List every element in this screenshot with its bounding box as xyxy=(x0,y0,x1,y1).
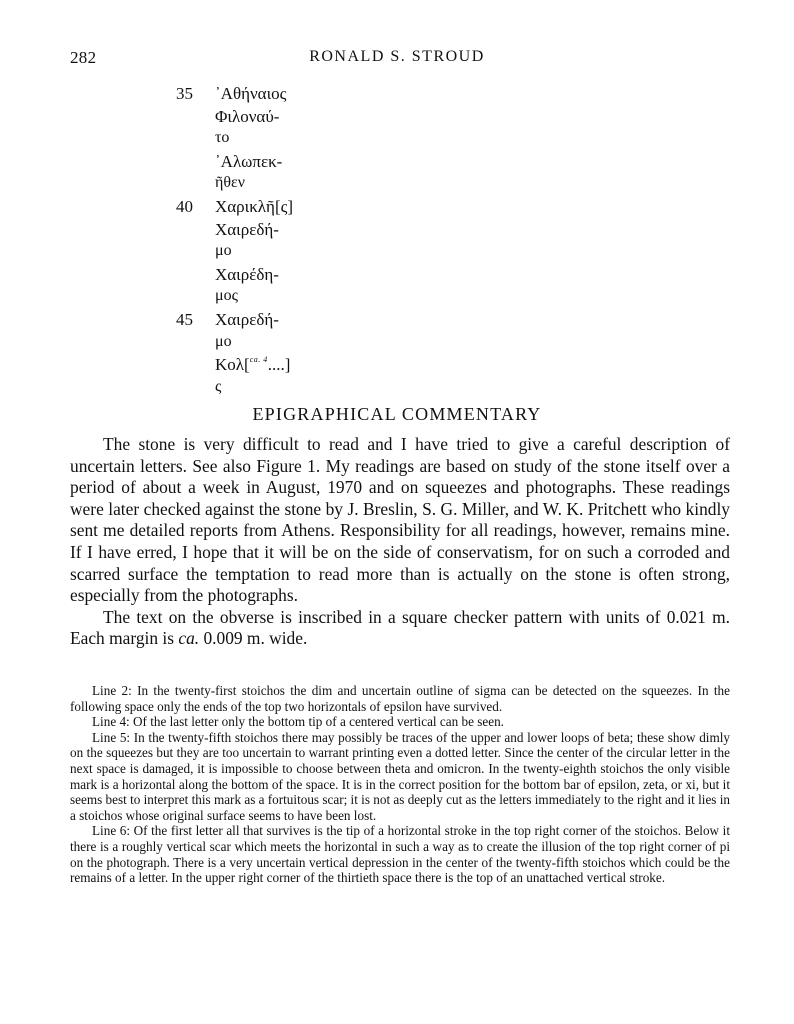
obverse-text-start: The text on the obverse is inscribed in a square checker pattern with units of 0.021 m. Each margin is xyxy=(70,606,730,649)
line-text: μος xyxy=(215,287,238,305)
inscription-line xyxy=(176,129,496,152)
inscription-line xyxy=(176,310,496,333)
note-paragraph: Line 5: In the twenty-fifth stoichos there may possibly be traces of the upper and lower loops of beta; these show dimly on the squeezes but they are too uncertain to warrant printing even a dotted letter. Since the center of the circular letter in the next space is damaged, it is impossible to choose between theta and omicron. In the twenty-eighth stoichos the only visible mark is a horizontal along the bottom of the space. It is in the correct position for the bottom bar of epsilon, zeta, or xi, but it seems best to interpret this mark as a fortuitous scar; it is not as deeply cut as the letters immediately to the right and it lies in a stoichos whose original surface seems to have been lost. xyxy=(70,729,730,823)
inscription-line xyxy=(176,378,496,401)
ca-annotation xyxy=(250,355,268,364)
line-text: μο xyxy=(215,242,232,260)
running-head: RONALD S. STROUD xyxy=(309,48,485,65)
section-title: EPIGRAPHICAL COMMENTARY xyxy=(252,404,542,424)
line-text: Φιλοναύ- xyxy=(215,106,280,126)
commentary-paragraph: The stone is very difficult to read and I have tried to give a careful description of uncertain letters. See also Figure 1. My readings are based on study of the stone itself over a period of about a week in August, 1970 and on squeezes and photographs. These readings were later checked against the stone by J. Breslin, S. G. Miller, and W. K. Pritchett who kindly sent me detailed reports from Athens. Responsibility for all readings, however, remains mine. If I have erred, I hope that it will be on the side of conservatism, for on such a corroded and scarred surface the temptation to read more than is actually on the stone is often strong, especially from the photographs. xyxy=(70,434,730,606)
line-text: ᾿Αθήναιος xyxy=(215,84,287,103)
lacuna-open: Κολ[ xyxy=(215,355,250,375)
lacuna-close: ] xyxy=(284,355,291,375)
line-number: 40 xyxy=(176,196,193,216)
ca-label: ca. 4 xyxy=(249,355,268,365)
obverse-text-end: 0.009 m. wide. xyxy=(199,628,308,649)
inscription-line xyxy=(176,220,496,243)
lacuna-dots: .... xyxy=(267,355,285,375)
note-paragraph: Line 4: Of the last letter only the bottom tip of a centered vertical can be seen. xyxy=(92,714,504,730)
inscription-line xyxy=(176,107,496,130)
line-notes xyxy=(70,683,730,886)
inscription-line xyxy=(176,174,496,197)
inscription-line xyxy=(176,355,496,378)
line-text: ῆθεν xyxy=(215,174,245,192)
line-text: το xyxy=(215,129,230,147)
inscription-text xyxy=(176,84,496,400)
inscription-line xyxy=(176,333,496,356)
ca-italic: ca. xyxy=(178,628,200,649)
commentary-body xyxy=(70,434,730,650)
inscription-line xyxy=(176,242,496,265)
line-text: ς xyxy=(215,377,222,395)
commentary-paragraph xyxy=(70,607,730,650)
inscription-line xyxy=(176,152,496,175)
inscription-line xyxy=(176,197,496,220)
line-text: Χαρικλῆ[ς] xyxy=(215,196,293,216)
line-number: 45 xyxy=(176,309,193,329)
line-text: Χαιρεδή- xyxy=(215,309,279,329)
line-text: ᾿Αλωπεκ- xyxy=(215,151,283,171)
line-text: Χαιρεδή- xyxy=(215,219,279,239)
note-paragraph: Line 2: In the twenty-first stoichos the dim and uncertain outline of sigma can be detected on the squeezes. In the following space only the ends of the top two horizontals of epsilon have survived. xyxy=(70,683,730,714)
note-paragraph: Line 6: Of the first letter all that survives is the tip of a horizontal stroke in the top right corner of the stoichos. Below it there is a roughly vertical scar which meets the horizontal in such a way as to create the illusion of the top right corner of pi on the photograph. There is a very uncertain vertical depression in the center of the twenty-fifth stoichos which could be the remains of a letter. In the upper right corner of the thirtieth space there is the top of an unattached vertical stroke. xyxy=(70,823,730,886)
page-number: 282 xyxy=(70,48,97,67)
line-number: 35 xyxy=(176,84,193,103)
page-header xyxy=(0,48,794,72)
line-text: Χαιρέδη- xyxy=(215,264,279,284)
inscription-line xyxy=(176,265,496,288)
inscription-line xyxy=(176,84,496,107)
line-text: μο xyxy=(215,332,232,350)
line-text xyxy=(215,355,290,375)
inscription-line xyxy=(176,287,496,310)
